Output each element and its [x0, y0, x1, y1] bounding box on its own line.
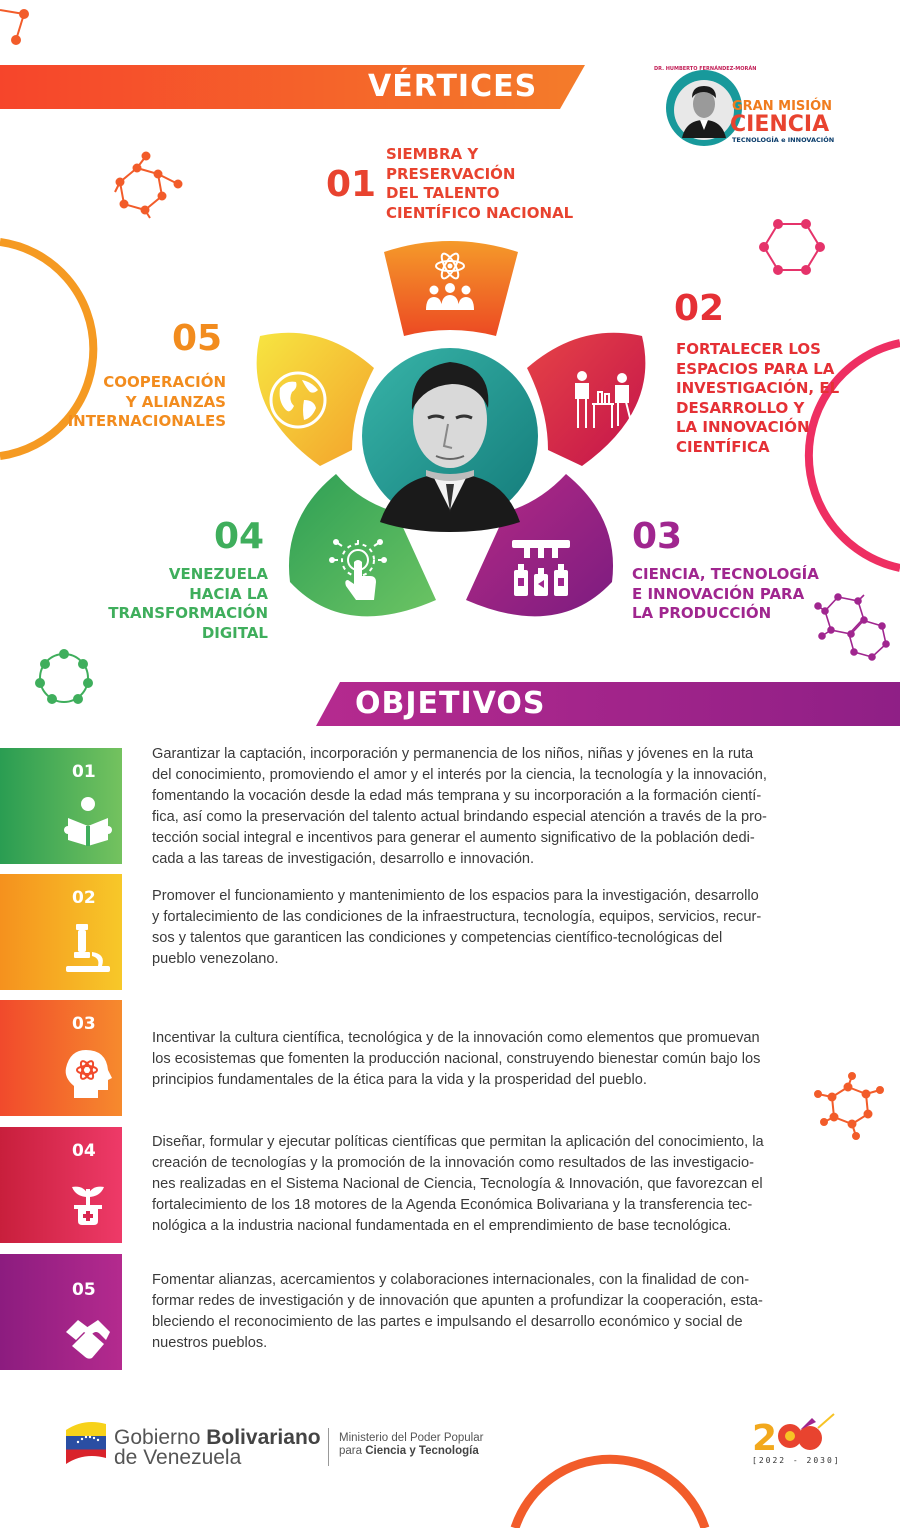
logo-line2: CIENCIA	[730, 112, 830, 137]
reading-child-icon	[62, 796, 114, 848]
logo-line3: TECNOLOGÍA e INNOVACIÓN	[732, 136, 835, 144]
objective-number-04: 04	[72, 1141, 96, 1161]
footer-divider	[328, 1428, 329, 1466]
objective-text-04: Diseñar, formular y ejecutar políticas científicas que permitan la aplicación del conocimiento, la creación de tecnologías y la promoción de la innovación como resultados de las investigacio- nes realizadas en el Sistema Nacional de Ciencia, Tecnología & Innovación, que favorezcan el fortalecimiento de los 18 motores de la Agenda Económica Bolivariana y la transferencia tec- nológica a la industria nacional fundamentada en el emprendimiento de base tecnológica.	[152, 1134, 764, 1234]
venezuela-flag-icon	[64, 1414, 108, 1464]
vertex-title-01: SIEMBRA Y PRESERVACIÓN DEL TALENTO CIENTÍFICO NACIONAL	[386, 145, 574, 222]
objective-number-05: 05	[72, 1280, 96, 1300]
handshake-icon	[62, 1312, 114, 1364]
gobierno-bolivariano-text: Gobierno Bolivariano de Venezuela	[114, 1426, 321, 1469]
objetivos-title: OBJETIVOS	[355, 686, 546, 721]
production-line-icon	[508, 536, 574, 602]
objective-text-03: Incentivar la cultura científica, tecnológica y de la innovación como elementos que promuevan los ecosistemas que fomenten la producción nacional, construyendo bienestar común bajo los principios fundamentales de la ética para la vida y la prosperidad del pueblo.	[152, 1030, 761, 1088]
objective-number-01: 01	[72, 762, 96, 782]
plant-flask-icon	[62, 1175, 114, 1227]
laboratory-icon	[570, 368, 636, 432]
digital-touch-icon	[326, 538, 390, 604]
vertex-number-04: 04	[214, 516, 265, 557]
vertices-title: VÉRTICES	[368, 69, 538, 104]
vertex-title-05: COOPERACIÓN Y ALIANZAS INTERNACIONALES	[67, 373, 226, 430]
globe-icon	[268, 370, 328, 430]
head-atom-icon	[62, 1048, 114, 1100]
vertex-number-01: 01	[326, 164, 377, 205]
vertex-number-05: 05	[172, 318, 223, 359]
vertex-title-02: FORTALECER LOS ESPACIOS PARA LA INVESTIGACIÓN, EL DESARROLLO Y LA INNOVACIÓN CIENTÍFICA	[676, 340, 840, 456]
ministerio-text: Ministerio del Poder Popular para Ciencia y Tecnología	[339, 1432, 484, 1457]
logo-line1: GRAN MISIÓN	[732, 99, 833, 114]
microscope-icon	[62, 922, 114, 974]
gran-mision-logo	[654, 66, 844, 152]
objective-text-01: Garantizar la captación, incorporación y permanencia de los niños, niñas y jóvenes en la ruta del conocimiento, promoviendo el amor y el interés por la ciencia, la tecnología y la innovación, fomentando la vocación desde la edad más temprana y su incorporación a la formación cientí- fica, así como la preservación del talento actual brindando especial atención a través de la pro- tección social integral e incentivos para generar el aumento significativo de la población dedi- cada a las tareas de investigación, desarrollo e innovación.	[152, 746, 767, 867]
vertex-title-03: CIENCIA, TECNOLOGÍA E INNOVACIÓN PARA LA PRODUCCIÓN	[632, 565, 819, 622]
plan-2030-logo	[752, 1412, 841, 1468]
plan-years: [2022 - 2030]	[752, 1456, 841, 1465]
objective-text-05: Fomentar alianzas, acercamientos y colaboraciones internacionales, con la finalidad de con- formar redes de investigación y de innovación que apunten a profundizar la cooperación, esta- bleciendo el reconocimiento de las partes e impulsando el desarrollo económico y social de nuestros pueblos.	[152, 1272, 763, 1351]
objective-text-02: Promover el funcionamiento y mantenimiento de los espacios para la investigación, desarrollo y fortalecimiento de las condiciones de la infraestructura, tecnología, equipos, servicios, recur- sos y talentos que garanticen las condiciones y competencias científico-tecnológicas del pueblo venezolano.	[152, 888, 762, 967]
logo-arc-text: DR. HUMBERTO FERNÁNDEZ-MORÁN	[654, 66, 757, 72]
atom-people-icon	[420, 252, 480, 314]
vertex-number-02: 02	[674, 288, 725, 329]
vertex-number-03: 03	[632, 516, 683, 557]
vertex-title-04: VENEZUELA HACIA LA TRANSFORMACIÓN DIGITAL	[108, 565, 268, 642]
objective-number-02: 02	[72, 888, 96, 908]
svg-text:2: 2	[752, 1418, 778, 1456]
objective-number-03: 03	[72, 1014, 96, 1034]
